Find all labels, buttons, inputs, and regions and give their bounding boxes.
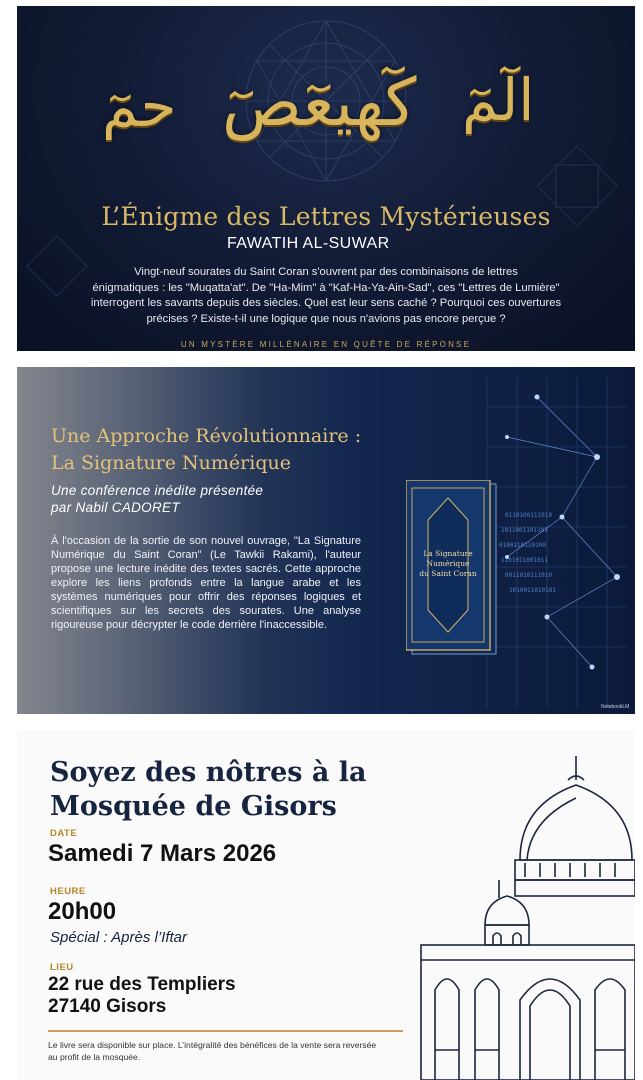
- time-label: HEURE: [50, 886, 86, 897]
- panel2-subtitle-line: Une conférence inédite présentée: [51, 483, 264, 498]
- svg-text:1101011001011: 1101011001011: [501, 557, 548, 564]
- panel1-subtitle: FAWATIH AL-SUWAR: [227, 235, 390, 252]
- panel1-body-line: précises ? Existe-t-il une logique que nous n'avions pas encore perçue ?: [146, 312, 506, 325]
- panel3-title-line: Soyez des nôtres à la: [50, 757, 367, 788]
- book-title-line: La Signature: [423, 549, 473, 558]
- panel2-subtitle-line: par Nabil CADORET: [51, 500, 180, 515]
- panel1-body-line: Vingt-neuf sourates du Saint Coran s'ouvrent par des combinaisons de lettres: [134, 266, 518, 278]
- panel3-title: [50, 756, 367, 824]
- notebooklm-credit: NotebookLM: [601, 704, 630, 710]
- panel1-body-line: énigmatiques : les "Muqatta'at". De "Ha-Mim" à "Kaf-Ha-Ya-Ain-Sad", ces "Lettres de Lumière": [92, 281, 560, 294]
- panel2-title: [51, 423, 361, 477]
- panel1-body: [87, 265, 565, 327]
- svg-text:1010011010101: 1010011010101: [509, 587, 556, 594]
- place-label: LIEU: [50, 962, 74, 973]
- book-title-line: Numérique: [426, 559, 470, 568]
- iftar-note: Spécial : Après l’Iftar: [50, 929, 187, 946]
- panel1-title: L’Énigme des Lettres Mystérieuses: [101, 202, 551, 231]
- address: [48, 974, 236, 1018]
- event-invitation-banner: [17, 730, 635, 1080]
- panel1-body-line: interrogent les savants depuis des siècles. Quel est leur sens caché ? Pourquoi ces ouvertures: [90, 297, 562, 309]
- time-value: 20h00: [48, 898, 117, 925]
- address-line: 22 rue des Templiers: [48, 974, 236, 995]
- numeric-signature-banner: [17, 367, 635, 714]
- arabic-letters-ha-mim: حمٓ: [102, 72, 177, 140]
- svg-text:0110100111010: 0110100111010: [505, 512, 552, 519]
- panel2-subtitle: [51, 482, 263, 516]
- mysterious-letters-banner: [17, 6, 635, 351]
- panel2-title-line: Une Approche Révolutionnaire :: [51, 425, 362, 447]
- proceeds-note: Le livre sera disponible sur place. L’intégralité des bénéfices de la vente sera reversée au profit de la mosquée.: [48, 1040, 377, 1062]
- book-cover-image: [406, 480, 498, 656]
- arabic-letters-alif-lam-mim: الٓمٓ: [462, 66, 535, 134]
- svg-text:0100110110100: 0100110110100: [499, 542, 546, 549]
- date-value: Samedi 7 Mars 2026: [48, 840, 277, 867]
- book-title-line: du Saint Coran: [419, 569, 477, 578]
- address-line: 27140 Gisors: [48, 996, 167, 1017]
- date-label: DATE: [50, 828, 78, 839]
- mosque-line-illustration-icon: [415, 750, 635, 1080]
- svg-text:1011001101101: 1011001101101: [501, 527, 548, 534]
- arabic-letters-kaf-ha-ya-ain-sad: كٓهيعٓصٓ: [222, 64, 417, 141]
- panel1-footer: UN MYSTÈRE MILLÉNAIRE EN QUÊTE DE RÉPONSE: [180, 340, 472, 349]
- panel2-body: À l'occasion de la sortie de son nouvel ouvrage, "La Signature Numérique du Saint Coran" (Le Tawkii Rakami), l'auteur propose une lecture inédite des textes sacrés. Cette approche explore les liens profonds entre la langue arabe et les systèmes numériques pour offrir des réponses logiques et scientifiques sur les secrets des sourates. Une analyse rigoureuse pour décrypter le code derrière l'inaccessible.: [51, 535, 361, 631]
- panel2-title-line: La Signature Numérique: [51, 452, 291, 474]
- svg-text:0011010111010: 0011010111010: [505, 572, 552, 579]
- gold-divider: [48, 1030, 403, 1032]
- panel3-title-line: Mosquée de Gisors: [50, 791, 337, 822]
